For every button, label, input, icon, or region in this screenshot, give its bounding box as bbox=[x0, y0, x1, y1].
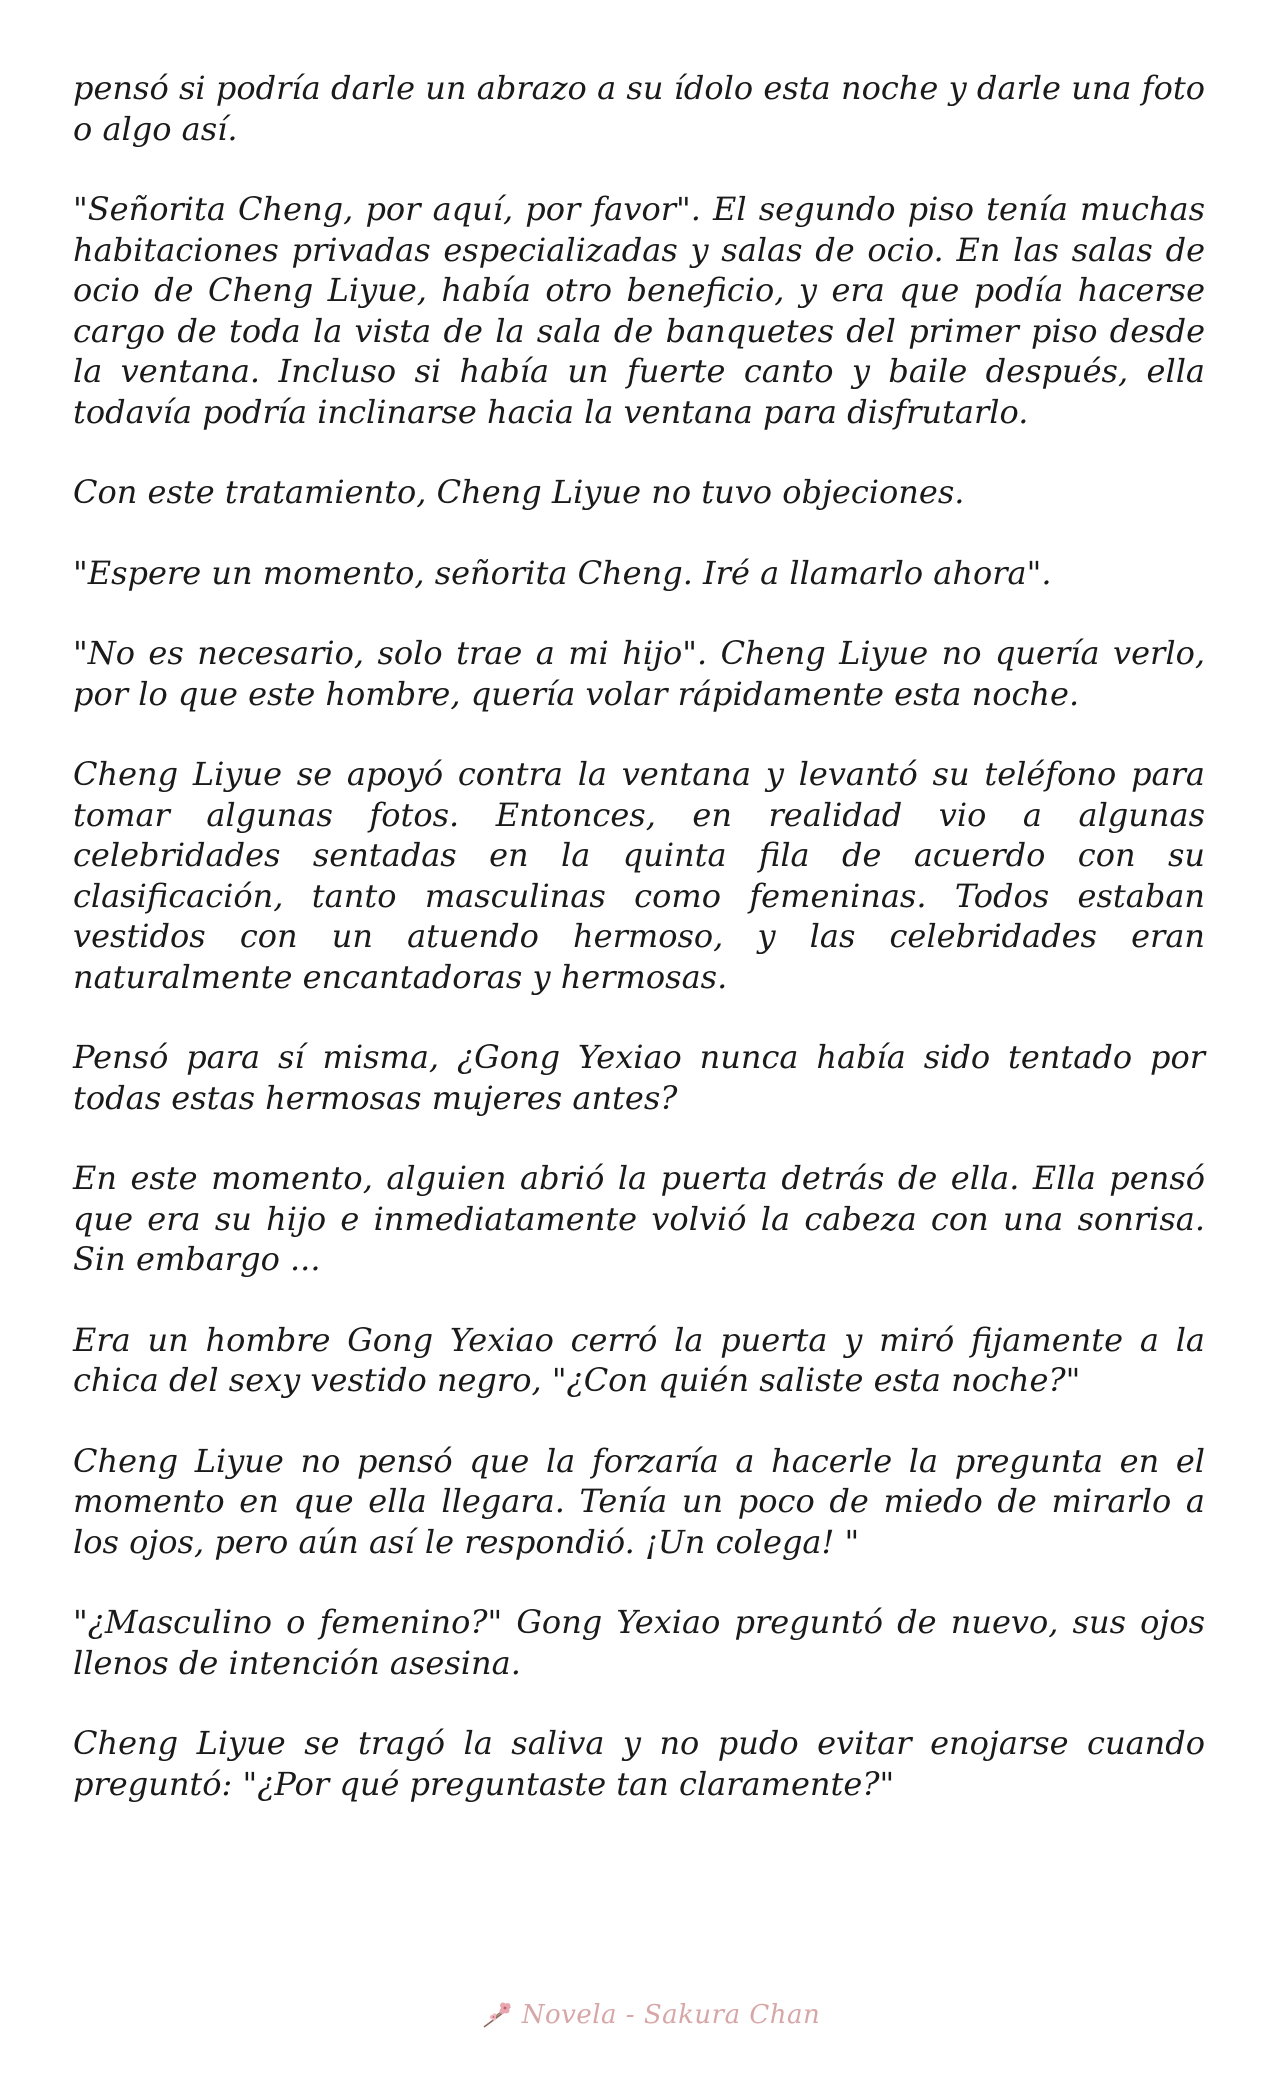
paragraph: "¿Masculino o femenino?" Gong Yexiao preguntó de nuevo, sus ojos llenos de intención asesina. bbox=[73, 1603, 1205, 1682]
paragraph: Cheng Liyue se tragó la saliva y no pudo evitar enojarse cuando preguntó: "¿Por qué preguntaste tan claramente?" bbox=[73, 1724, 1205, 1803]
paragraph: En este momento, alguien abrió la puerta detrás de ella. Ella pensó que era su hijo e inmediatamente volvió la cabeza con una sonrisa. Sin embargo ... bbox=[73, 1159, 1205, 1278]
paragraph: Era un hombre Gong Yexiao cerró la puerta y miró fijamente a la chica del sexy vestido negro, "¿Con quién saliste esta noche?" bbox=[73, 1320, 1205, 1399]
document-body bbox=[73, 68, 1205, 1844]
paragraph: "Señorita Cheng, por aquí, por favor". El segundo piso tenía muchas habitaciones privadas especializadas y salas de ocio. En las salas de ocio de Cheng Liyue, había otro beneficio, y era que podía hacerse cargo de toda la vista de la sala de banquetes del primer piso desde la ventana. Incluso si había un fuerte canto y baile después, ella todavía podría inclinarse hacia la ventana para disfrutarlo. bbox=[73, 190, 1205, 431]
paragraph: pensó si podría darle un abrazo a su ídolo esta noche y darle una foto o algo así. bbox=[73, 69, 1205, 148]
sakura-branch-icon bbox=[480, 1997, 516, 2033]
paragraph: Pensó para sí misma, ¿Gong Yexiao nunca había sido tentado por todas estas hermosas mujeres antes? bbox=[73, 1038, 1205, 1117]
paragraph: Cheng Liyue no pensó que la forzaría a hacerle la pregunta en el momento en que ella llegara. Tenía un poco de miedo de mirarlo a los ojos, pero aún así le respondió. ¡Un colega! " bbox=[73, 1441, 1205, 1561]
paragraph: Cheng Liyue se apoyó contra la ventana y levantó su teléfono para tomar algunas fotos. Entonces, en realidad vio a algunas celebridades sentadas en la quinta fila de acuerdo con su clasificación, tanto masculinas como femeninas. Todos estaban vestidos con un atuendo hermoso, y las celebridades eran naturalmente encantadoras y hermosas. bbox=[73, 755, 1205, 996]
paragraph: Con este tratamiento, Cheng Liyue no tuvo objeciones. bbox=[73, 473, 965, 511]
watermark bbox=[460, 1990, 840, 2040]
paragraph: "No es necesario, solo trae a mi hijo". Cheng Liyue no quería verlo, por lo que este hombre, quería volar rápidamente esta noche. bbox=[73, 634, 1205, 713]
paragraph: "Espere un momento, señorita Cheng. Iré a llamarlo ahora". bbox=[73, 553, 1052, 592]
watermark-text: Novela - Sakura Chan bbox=[521, 2000, 821, 2030]
